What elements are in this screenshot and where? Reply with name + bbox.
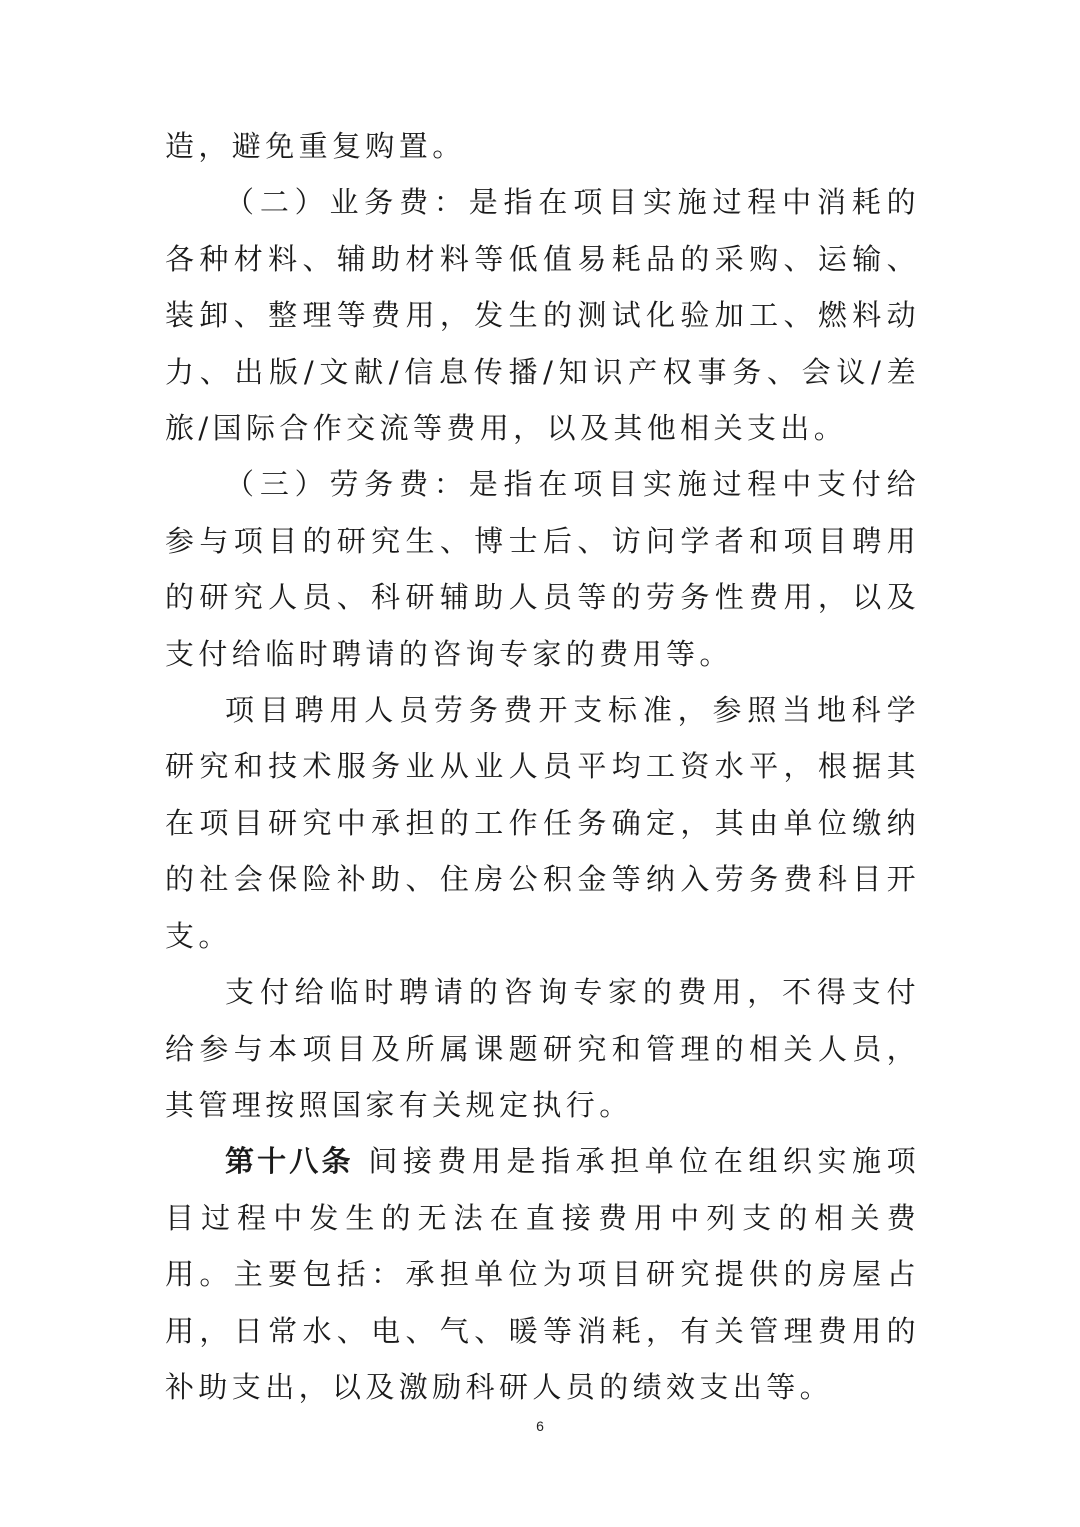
document-body: [165, 118, 920, 1415]
paragraph-consultant-fee: 支付给临时聘请的咨询专家的费用，不得支付给参与本项目及所属课题研究和管理的相关人员，其管理按照国家有关规定执行。: [165, 975, 920, 1122]
page-number: 6: [536, 1418, 544, 1434]
paragraph-business-fee: （二）业务费：是指在项目实施过程中消耗的各种材料、辅助材料等低值易耗品的采购、运输、装卸、整理等费用，发生的测试化验加工、燃料动力、出版/文献/信息传播/知识产权事务、会议/差旅/国际合作交流等费用，以及其他相关支出。: [165, 185, 920, 446]
article-18-text: 间接费用是指承担单位在组织实施项目过程中发生的无法在直接费用中列支的相关费用。主要包括：承担单位为项目研究提供的房屋占用，日常水、电、气、暖等消耗，有关管理费用的补助支出，以及激励科研人员的绩效支出等。: [165, 1144, 920, 1404]
paragraph-labor-standard: 项目聘用人员劳务费开支标准，参照当地科学研究和技术服务业从业人员平均工资水平，根据其在项目研究中承担的工作任务确定，其由单位缴纳的社会保险补助、住房公积金等纳入劳务费科目开支。: [165, 693, 920, 953]
paragraph-continuation: 造，避免重复购置。: [165, 129, 466, 163]
paragraph-labor-fee: （三）劳务费：是指在项目实施过程中支付给参与项目的研究生、博士后、访问学者和项目聘用的研究人员、科研辅助人员等的劳务性费用，以及支付给临时聘请的咨询专家的费用等。: [165, 467, 920, 671]
paragraph-article-18: [165, 1133, 920, 1415]
article-number: 第十八条: [225, 1144, 354, 1179]
